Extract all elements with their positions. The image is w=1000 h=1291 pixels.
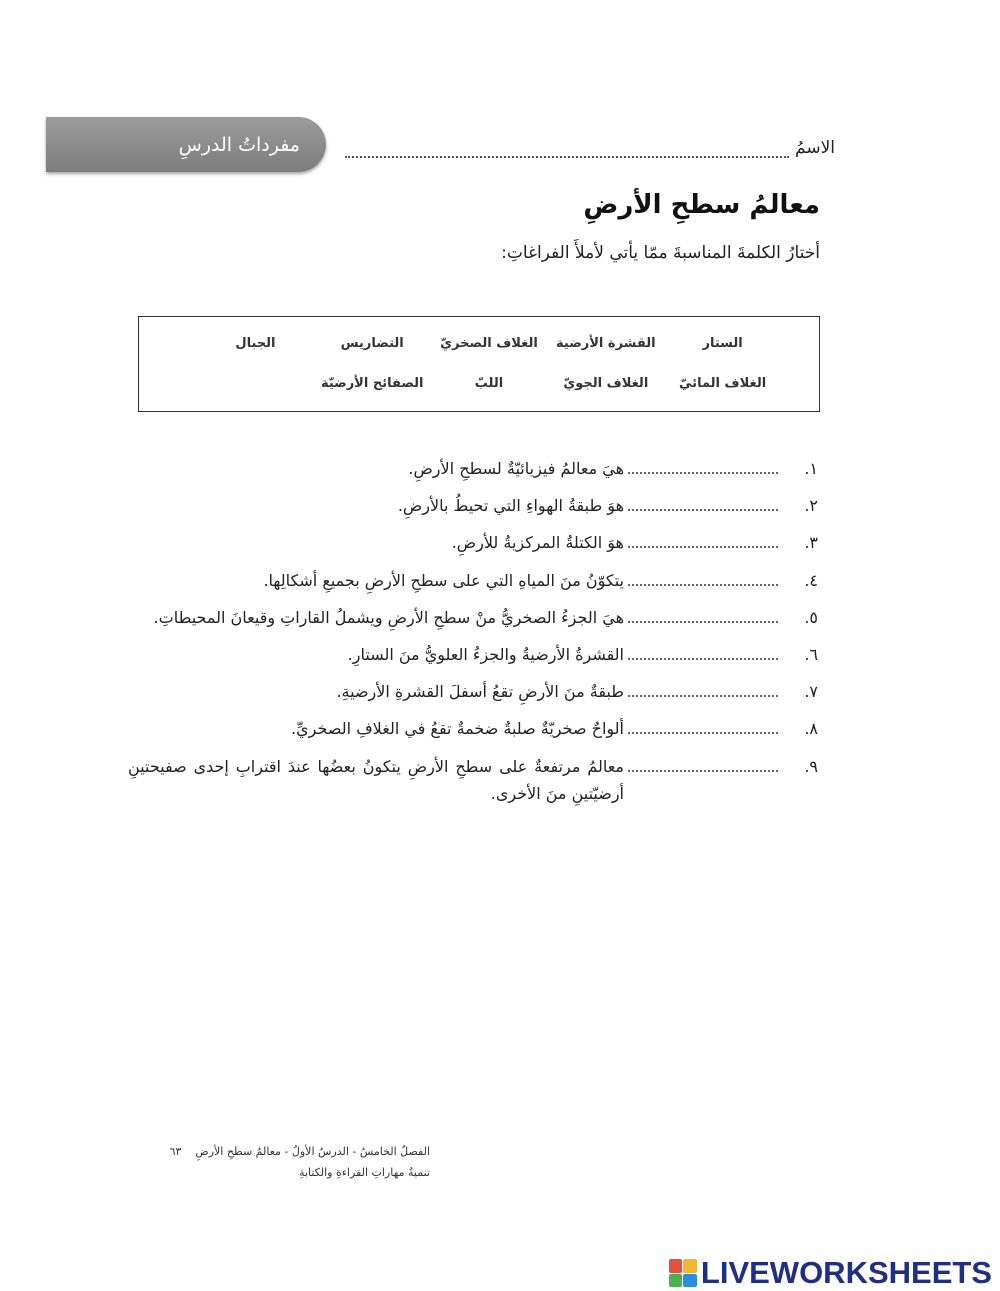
- question-text: ألواحٌ صخريّةٌ صلبةٌ ضخمةٌ تقعُ في الغلافِ الصخريِّ.: [291, 719, 624, 739]
- question-text: هوَ طبقةُ الهواءِ التي تحيطُ بالأرضِ.: [397, 496, 624, 516]
- brand-logo-icon: [669, 1259, 697, 1287]
- question-item: [128, 715, 818, 742]
- question-item: [128, 678, 818, 705]
- answer-blank[interactable]: [628, 681, 778, 697]
- question-item: [128, 492, 818, 519]
- question-text: القشرةُ الأرضيةُ والجزءُ العلويُّ منَ الستارِ.: [347, 644, 624, 664]
- word-bank-row-1: [139, 323, 819, 363]
- question-item: [128, 455, 818, 482]
- book-title: تنميةُ مهاراتِ القراءةِ والكتابةِ: [299, 1165, 430, 1179]
- liveworksheets-logo: [669, 1255, 992, 1291]
- instructions: أختارُ الكلمةَ المناسبةَ ممّا يأتي لأملأَ الفراغاتِ:: [501, 243, 820, 263]
- answer-blank[interactable]: [628, 607, 778, 623]
- question-number: ٢.: [804, 496, 818, 516]
- question-number: ٥.: [804, 607, 818, 627]
- chapter-info: الفصلُ الخامسُ - الدرسُ الأولُ - معالمُ سطحِ الأرضِ: [195, 1145, 430, 1158]
- page-title: معالمُ سطحِ الأرضِ: [583, 190, 820, 220]
- question-number: ٦.: [804, 644, 818, 664]
- questions-list: [128, 455, 818, 817]
- answer-blank[interactable]: [628, 532, 778, 548]
- question-item: [128, 641, 818, 668]
- question-text: يتكوّنُ منَ المياهِ التي على سطحِ الأرضِ بجميعِ أشكالِها.: [263, 570, 624, 590]
- page-footer: [160, 1142, 430, 1184]
- answer-blank[interactable]: [628, 756, 778, 772]
- word-bank-item: اللبّ: [474, 375, 504, 391]
- question-text: هوَ الكتلةُ المركزيةُ للأرضِ.: [451, 533, 624, 553]
- lesson-vocabulary-tab: [46, 117, 326, 172]
- word-bank-item: الصفائح الأرضيّة: [320, 375, 424, 391]
- question-number: ٤.: [804, 570, 818, 590]
- question-text: طبقةٌ منَ الأرضِ تقعُ أسفلَ القشرةِ الأرضيةِ.: [336, 682, 624, 702]
- question-item: [128, 604, 818, 631]
- name-blank[interactable]: [345, 138, 789, 158]
- word-bank-row-2: [139, 363, 819, 403]
- tab-label: مفرداتُ الدرسِ: [178, 133, 300, 156]
- question-number: ٣.: [804, 533, 818, 553]
- question-number: ٩.: [804, 756, 818, 776]
- question-text: هيَ الجزءُ الصخريُّ منْ سطحِ الأرضِ ويشملُ القاراتِ وقيعانَ المحيطاتِ.: [153, 607, 624, 627]
- name-field[interactable]: [345, 138, 835, 158]
- answer-blank[interactable]: [628, 458, 778, 474]
- word-bank-item: القشرة الأرضية: [556, 335, 656, 351]
- question-number: ١.: [804, 459, 818, 478]
- question-number: ٧.: [804, 682, 818, 702]
- question-item: [128, 753, 818, 807]
- answer-blank[interactable]: [628, 644, 778, 660]
- name-label: الاسمُ: [795, 138, 835, 158]
- word-bank-item: الستار: [702, 335, 743, 351]
- answer-blank[interactable]: [628, 570, 778, 586]
- word-bank-item: الغلاف المائيّ: [679, 375, 767, 391]
- question-text: هيَ معالمُ فيزيائيّةٌ لسطحِ الأرضِ.: [408, 459, 624, 478]
- word-bank-item: الغلاف الجويّ: [563, 375, 649, 391]
- word-bank: [138, 316, 820, 412]
- word-bank-item: الغلاف الصخريّ: [440, 335, 538, 351]
- question-item: [128, 567, 818, 594]
- question-text: معالمُ مرتفعةٌ على سطحِ الأرضِ يتكونُ بعضُها عندَ اقترابِ إحدى صفيحتينِ أرضيّتينِ منَ الأخرى.: [128, 756, 624, 803]
- word-bank-item: التضاريس: [340, 335, 404, 351]
- brand-name: LIVEWORKSHEETS: [700, 1255, 992, 1290]
- word-bank-item: الجبال: [235, 335, 276, 351]
- question-item: [128, 529, 818, 556]
- answer-blank[interactable]: [628, 718, 778, 734]
- page-number: ٦٣: [169, 1145, 182, 1158]
- answer-blank[interactable]: [628, 495, 778, 511]
- question-number: ٨.: [804, 719, 818, 739]
